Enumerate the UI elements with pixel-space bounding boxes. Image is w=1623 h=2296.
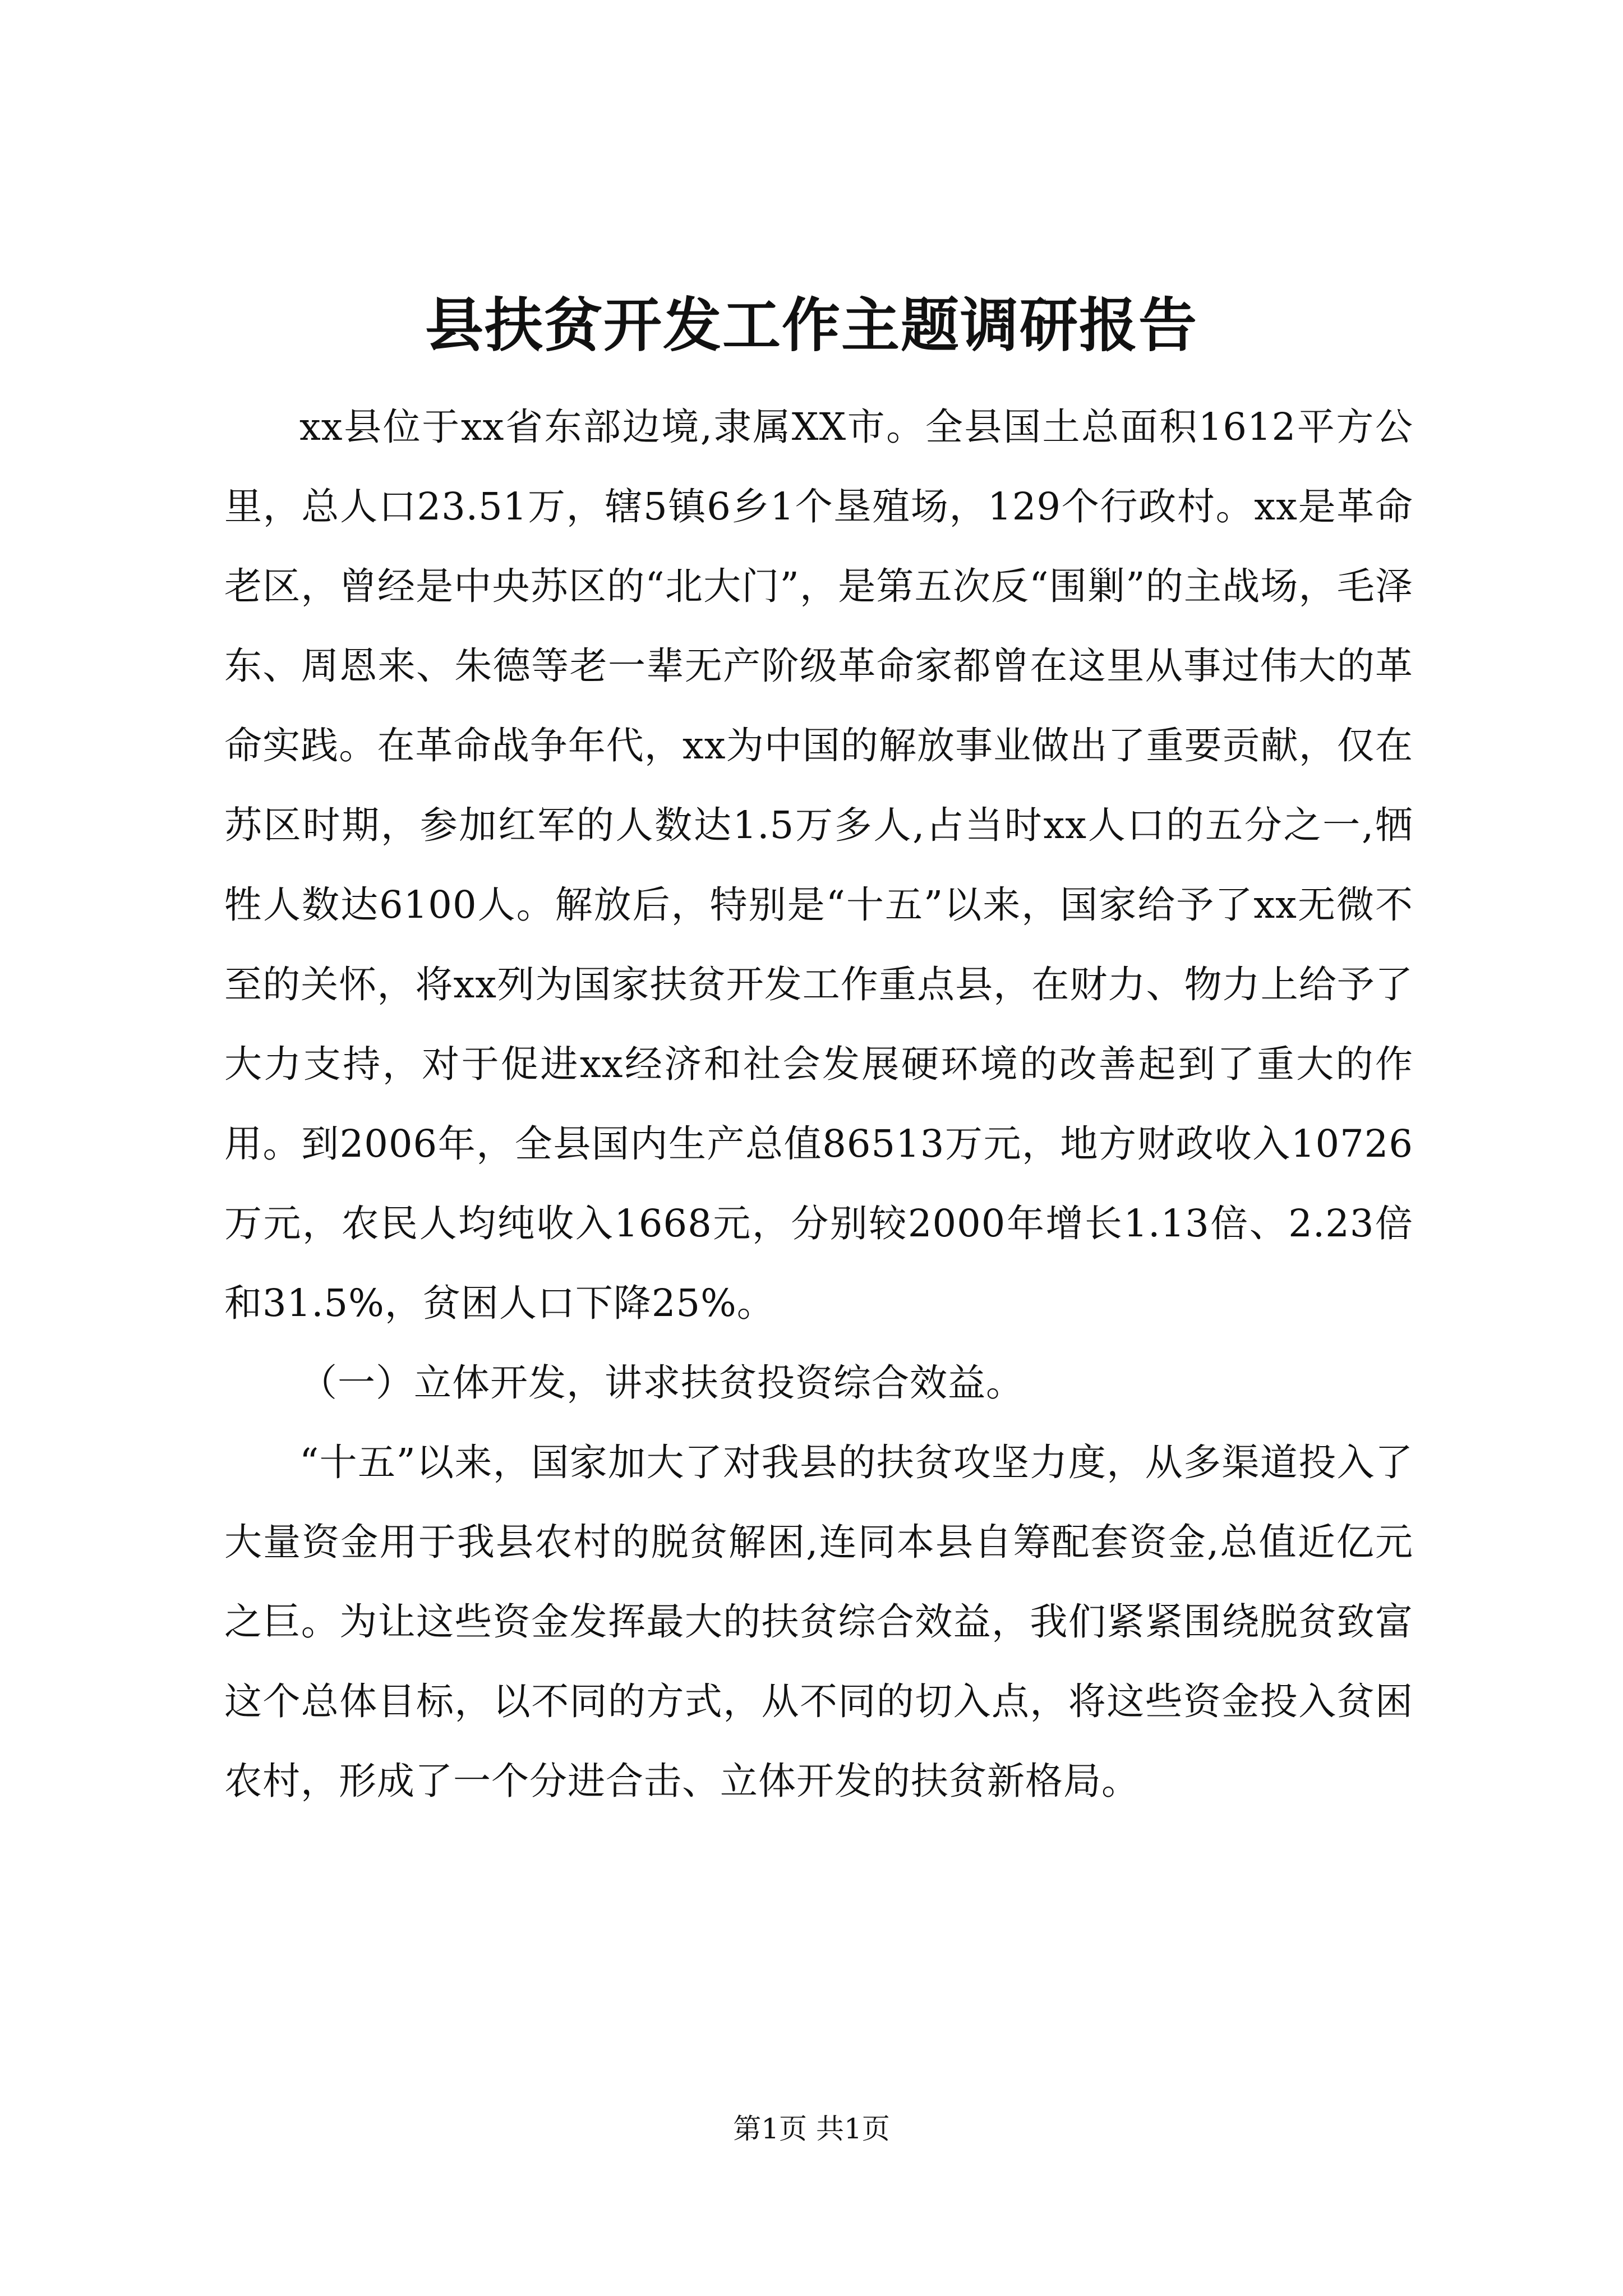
document-title: 县扶贫开发工作主题调研报告 [425, 291, 1198, 360]
page-footer: 第1页 共1页 [733, 2113, 890, 2145]
paragraph-investment: “十五”以来，国家加大了对我县的扶贫攻坚力度，从多渠道投入了大量资金用于我县农村的脱贫解困,连同本县自筹配套资金,总值近亿元之巨。为让这些资金发挥最大的扶贫综合效益，我们紧紧围绕脱贫致富这个总体目标，以不同的方式，从不同的切入点，将这些资金投入贫困农村，形成了一个分进合击、立体开发的扶贫新格局。 [224, 1441, 1413, 1803]
document-body [224, 387, 1413, 1821]
paragraph-intro: xx县位于xx省东部边境,隶属XX市。全县国土总面积1612平方公里，总人口23.51万，辖5镇6乡1个垦殖场，129个行政村。xx是革命老区，曾经是中央苏区的“北大门”，是第五次反“围剿”的主战场，毛泽东、周恩来、朱德等老一辈无产阶级革命家都曾在这里从事过伟大的革命实践。在革命战争年代，xx为中国的解放事业做出了重要贡献，仅在苏区时期，参加红军的人数达1.5万多人,占当时xx人口的五分之一,牺牲人数达6100人。解放后，特别是“十五”以来，国家给予了xx无微不至的关怀，将xx列为国家扶贫开发工作重点县，在财力、物力上给予了大力支持，对于促进xx经济和社会发展硬环境的改善起到了重大的作用。到2006年，全县国内生产总值86513万元，地方财政收入10726万元，农民人均纯收入1668元，分别较2000年增长1.13倍、2.23倍和31.5%，贫困人口下降25%。 [224, 405, 1413, 1325]
paragraph-heading-1: （一）立体开发，讲求扶贫投资综合效益。 [299, 1361, 1024, 1405]
